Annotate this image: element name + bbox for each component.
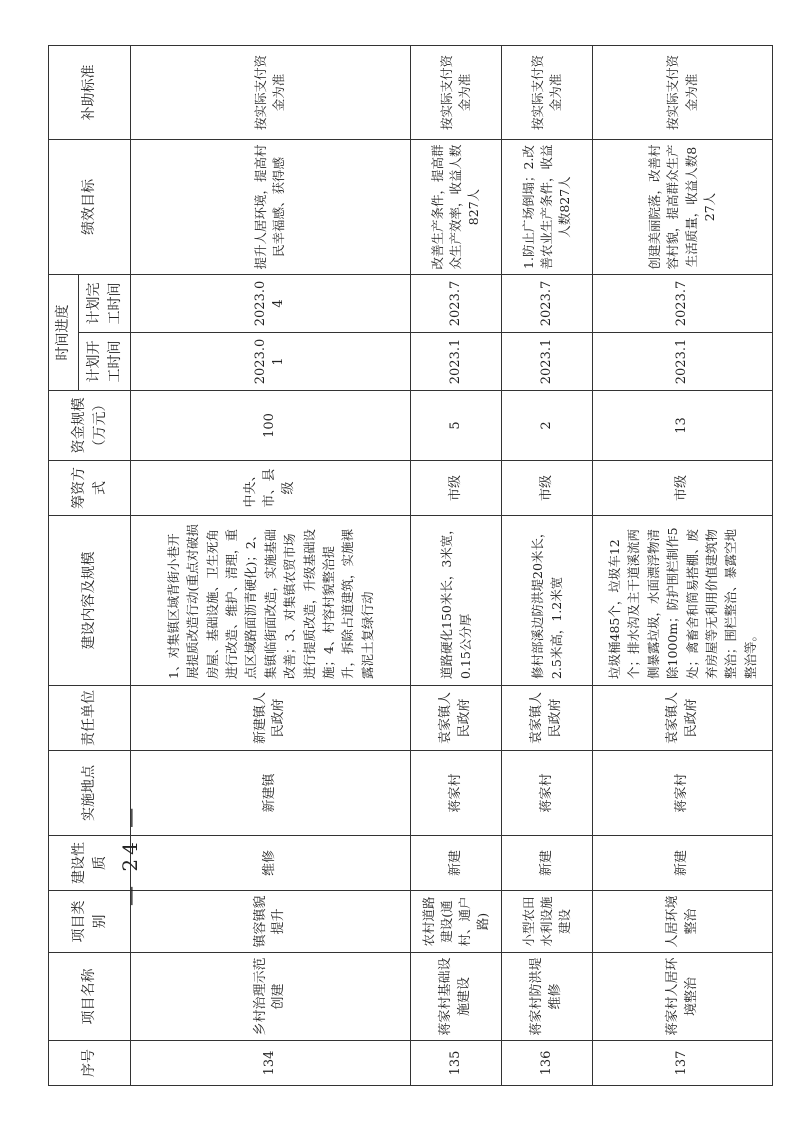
cell-start: 2023.1 [410,333,501,391]
cell-nature: 新建 [501,836,592,891]
cell-location: 新建镇 [131,751,411,836]
table-row [131,46,411,1086]
cell-content: 修村部溪边防洪堤20米长，2.5米高，1.2米宽 [501,516,592,686]
cell-start: 2023.1 [593,333,773,391]
cell-end: 2023.7 [593,275,773,333]
cell-subsidy: 按实际支付资金为准 [410,46,501,140]
cell-nature: 新建 [410,836,501,891]
cell-start: 2023.01 [131,333,411,391]
cell-scale: 5 [410,391,501,461]
cell-name: 乡村治理示范创建 [131,953,411,1041]
table-row [593,46,773,1086]
header-nature: 建设性质 [49,836,131,891]
cell-end: 2023.04 [131,275,411,333]
header-end: 计划完工时间 [79,275,131,333]
cell-location: 蒋家村 [593,751,773,836]
cell-category: 小型农田水利设施建设 [501,891,592,953]
cell-scale: 13 [593,391,773,461]
table-header [49,46,131,1086]
header-unit: 责任单位 [49,686,131,751]
cell-funding: 中央、市、县级 [131,461,411,516]
cell-goal: 创建美丽院落，改善村容村貌，提高群众生产生活质量，收益人数827人 [593,140,773,275]
cell-location: 蒋家村 [501,751,592,836]
cell-subsidy: 按实际支付资金为准 [593,46,773,140]
cell-unit: 袁家镇人民政府 [410,686,501,751]
project-table [48,45,773,1086]
cell-content: 垃圾桶485个，垃圾车12个；排水沟及主干道溪流两侧暴露垃圾，水面漂浮物清除1000m；防护围栏制作5处；禽畜舍和简易搭棚、废弃房屋等无利用价值建筑物整治；围栏整治、暴露空地整治等。 [593,516,773,686]
cell-unit: 新建镇人民政府 [131,686,411,751]
header-category: 项目类别 [49,891,131,953]
cell-category: 人居环境整治 [593,891,773,953]
header-content: 建设内容及规模 [49,516,131,686]
cell-name: 蒋家村基础设施建设 [410,953,501,1041]
cell-subsidy: 按实际支付资金为准 [501,46,592,140]
cell-goal: 1.防止广场倒塌；2.改善农业生产条件，收益人数827人 [501,140,592,275]
header-seq: 序号 [49,1041,131,1086]
table-body [131,46,773,1086]
table-row [410,46,501,1086]
cell-start: 2023.1 [501,333,592,391]
cell-end: 2023.7 [501,275,592,333]
table-row [501,46,592,1086]
cell-nature: 新建 [593,836,773,891]
cell-funding: 市级 [593,461,773,516]
header-name: 项目名称 [49,953,131,1041]
cell-content: 道路硬化150米长，3米宽，0.15公分厚 [410,516,501,686]
cell-end: 2023.7 [410,275,501,333]
cell-name: 蒋家村防洪堤维修 [501,953,592,1041]
cell-unit: 袁家镇人民政府 [501,686,592,751]
cell-location: 蒋家村 [410,751,501,836]
page-number: — 24 — [118,803,142,907]
cell-category: 镇容镇貌提升 [131,891,411,953]
cell-scale: 2 [501,391,592,461]
cell-subsidy: 按实际支付资金为准 [131,46,411,140]
header-scale: 资金规模（万元） [49,391,131,461]
cell-name: 蒋家村人居环境整治 [593,953,773,1041]
header-progress: 时间进度 [49,275,79,391]
header-funding: 筹资方式 [49,461,131,516]
rotated-table-container [48,46,773,1086]
cell-funding: 市级 [410,461,501,516]
cell-content: 1、对集镇区域背街小巷开展提质改造行动(重点对破损房屋、基础设施、卫生死角进行改造、维护、清理，重点区域路面沥青硬化)；2、集镇临街面改造，实施基础改善；3、对集镇农贸市场进行提质改造，升级基础设施；4、村容村貌整治提升，拆除占道建筑，实施裸露泥土复绿行动 [131,516,411,686]
cell-goal: 改善生产条件，提高群众生产效率，收益人数827人 [410,140,501,275]
header-subsidy: 补助标准 [49,46,131,140]
cell-seq: 134 [131,1041,411,1086]
cell-seq: 137 [593,1041,773,1086]
cell-goal: 提升人居环境，提高村民幸福感、获得感 [131,140,411,275]
cell-seq: 135 [410,1041,501,1086]
cell-category: 农村道路建设(通村、通户路) [410,891,501,953]
header-location: 实施地点 [49,751,131,836]
cell-funding: 市级 [501,461,592,516]
cell-scale: 100 [131,391,411,461]
cell-unit: 袁家镇人民政府 [593,686,773,751]
cell-nature: 维修 [131,836,411,891]
header-goal: 绩效目标 [49,140,131,275]
header-start: 计划开工时间 [79,333,131,391]
cell-seq: 136 [501,1041,592,1086]
